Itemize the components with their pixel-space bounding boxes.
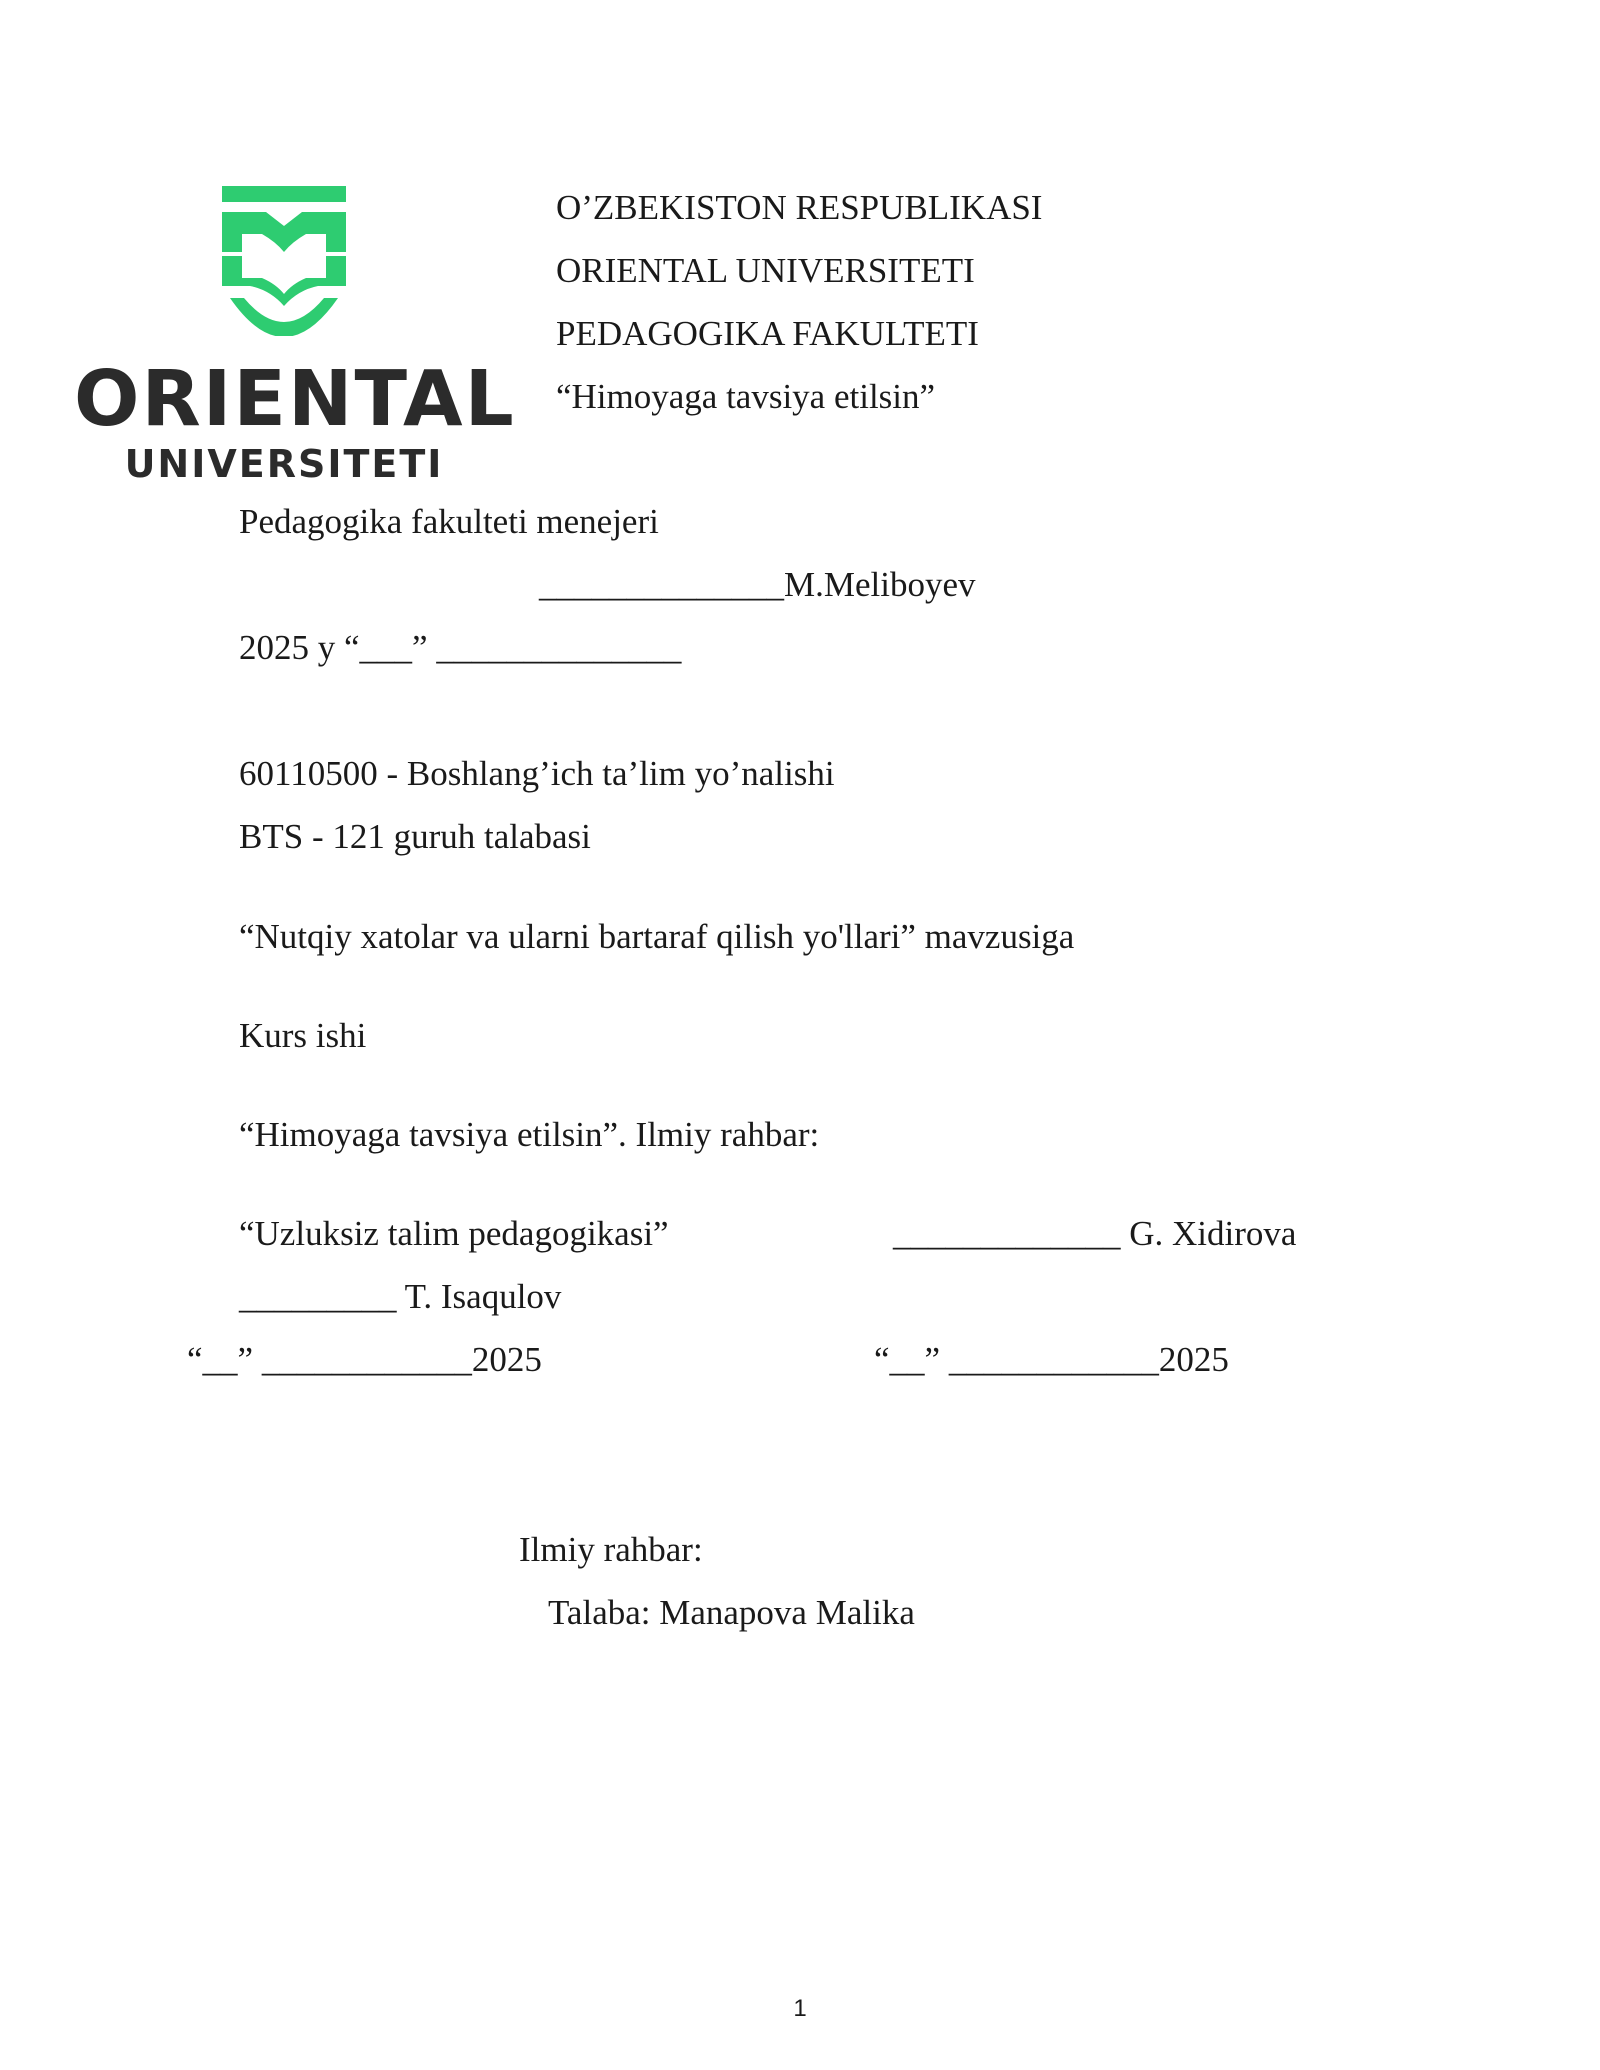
date-left: “__” ____________2025 [187, 1340, 542, 1379]
group-line: BTS - 121 guruh talabasi [239, 817, 591, 856]
recommend-line: “Himoyaga tavsiya etilsin”. Ilmiy rahbar: [239, 1115, 820, 1154]
approval-date: 2025 y “___” ______________ [239, 628, 682, 667]
logo-subtitle: UNIVERSITETI [124, 442, 444, 486]
logo-wordmark: ORIENTAL [74, 355, 516, 444]
student-label: Talaba: Manapova Malika [548, 1593, 915, 1632]
manager-title: Pedagogika fakulteti menejeri [239, 502, 659, 541]
date-right: “__” ____________2025 [874, 1340, 1229, 1379]
supervisor-signature: _____________ G. Xidirova [893, 1214, 1297, 1253]
work-type: Kurs ishi [239, 1016, 367, 1055]
page-number: 1 [793, 1995, 807, 2022]
university-logo [74, 180, 516, 490]
manager-signature: ______________M.Meliboyev [539, 565, 976, 604]
header-recommend: “Himoyaga tavsiya etilsin” [556, 377, 936, 416]
supervisor-label: Ilmiy rahbar: [519, 1530, 703, 1569]
head-signature: _________ T. Isaqulov [239, 1277, 562, 1316]
topic-line: “Nutqiy xatolar va ularni bartaraf qilish yo'llari” mavzusiga [239, 917, 1075, 956]
header-country: O’ZBEKISTON RESPUBLIKASI [556, 188, 1043, 227]
header-faculty: PEDAGOGIKA FAKULTETI [556, 314, 979, 353]
header-university: ORIENTAL UNIVERSITETI [556, 251, 975, 290]
direction-line: 60110500 - Boshlang’ich ta’lim yo’nalishi [239, 754, 835, 793]
shield-book-icon [222, 186, 346, 336]
department-name: “Uzluksiz talim pedagogikasi” [239, 1214, 669, 1253]
